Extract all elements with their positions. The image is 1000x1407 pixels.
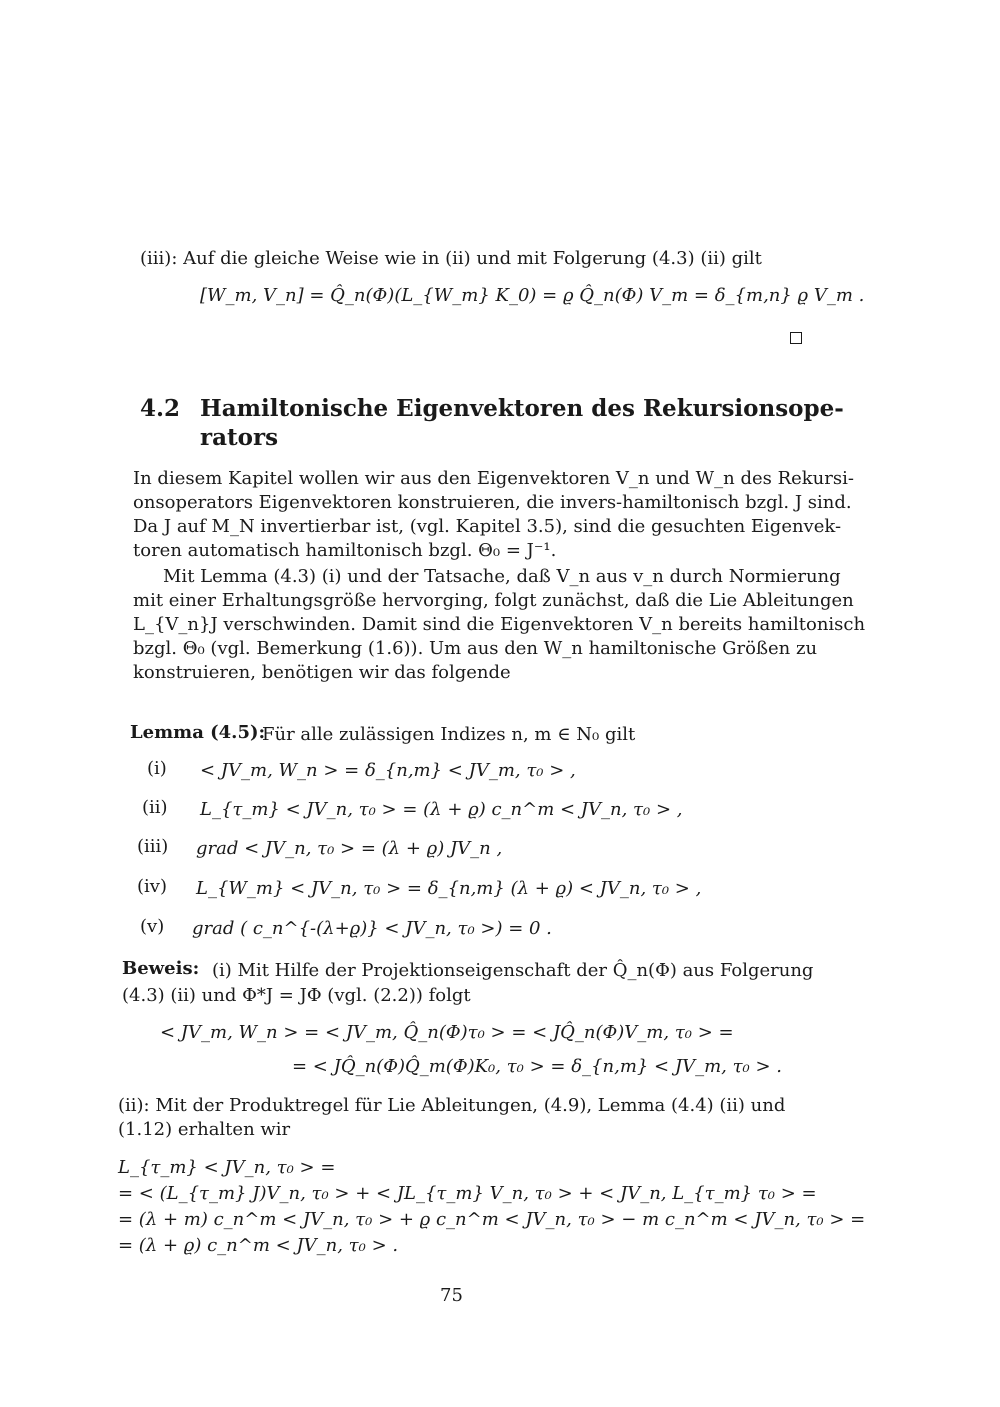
proof-equation-line2: = < JQ̂_n(Φ)Q̂_m(Φ)K₀, τ₀ > = δ_{n,m} < JV_m, τ₀ > . xyxy=(292,1056,783,1077)
lemma-item-num: (iv) xyxy=(137,876,167,897)
proof-line1: (i) Mit Hilfe der Projektionseigenschaft der Q̂_n(Φ) aus Folgerung xyxy=(212,960,814,981)
section-number: 4.2 xyxy=(140,395,181,422)
lemma-item-text: grad < JV_n, τ₀ > = (λ + ϱ) JV_n , xyxy=(196,838,503,859)
lemma-label: Lemma (4.5): xyxy=(130,722,266,743)
part-ii-line2: (1.12) erhalten wir xyxy=(118,1119,291,1140)
paragraph2-line4: bzgl. Θ₀ (vgl. Bemerkung (1.6)). Um aus den W_n hamiltonische Größen zu xyxy=(133,638,818,659)
iii-equation: [W_m, V_n] = Q̂_n(Φ)(L_{W_m} K_0) = ϱ Q̂_n(Φ) V_m = δ_{m,n} ϱ V_m . xyxy=(200,285,865,306)
lemma-item-num: (ii) xyxy=(142,797,168,818)
paragraph1-line3: Da J auf M_N invertierbar ist, (vgl. Kapitel 3.5), sind die gesuchten Eigenvek- xyxy=(133,516,842,537)
lemma-item-text: grad ( c_n^{-(λ+ϱ)} < JV_n, τ₀ >) = 0 . xyxy=(192,918,552,939)
proof-equation-line1: < JV_m, W_n > = < JV_m, Q̂_n(Φ)τ₀ > = < JQ̂_n(Φ)V_m, τ₀ > = xyxy=(160,1022,734,1043)
paragraph1-line4: toren automatisch hamiltonisch bzgl. Θ₀ = J⁻¹. xyxy=(133,540,557,561)
lemma-item-text: L_{W_m} < JV_n, τ₀ > = δ_{n,m} (λ + ϱ) < JV_n, τ₀ > , xyxy=(196,878,702,899)
paragraph2-line5: konstruieren, benötigen wir das folgende xyxy=(133,662,511,683)
lemma-item-text: < JV_m, W_n > = δ_{n,m} < JV_m, τ₀ > , xyxy=(200,760,576,781)
proof-line2: (4.3) (ii) und Φ*J = JΦ (vgl. (2.2)) folgt xyxy=(122,985,471,1006)
iii-intro-line: (iii): Auf die gleiche Weise wie in (ii) und mit Folgerung (4.3) (ii) gilt xyxy=(140,248,762,269)
paragraph2-line2: mit einer Erhaltungsgröße hervorging, folgt zunächst, daß die Lie Ableitungen xyxy=(133,590,854,611)
section-title-line2: rators xyxy=(200,424,279,451)
lemma-intro: Für alle zulässigen Indizes n, m ∈ N₀ gilt xyxy=(262,724,636,745)
derivation-line: = < (L_{τ_m} J)V_n, τ₀ > + < JL_{τ_m} V_n, τ₀ > + < JV_n, L_{τ_m} τ₀ > = xyxy=(118,1183,817,1204)
derivation-line: L_{τ_m} < JV_n, τ₀ > = xyxy=(118,1157,336,1178)
lemma-item-text: L_{τ_m} < JV_n, τ₀ > = (λ + ϱ) c_n^m < JV_n, τ₀ > , xyxy=(200,799,683,820)
section-title-line1: Hamiltonische Eigenvektoren des Rekursionsope- xyxy=(200,395,844,422)
paragraph2-line3: L_{V_n}J verschwinden. Damit sind die Eigenvektoren V_n bereits hamiltonisch xyxy=(133,614,866,635)
part-ii-line1: (ii): Mit der Produktregel für Lie Ableitungen, (4.9), Lemma (4.4) (ii) und xyxy=(118,1095,786,1116)
proof-label: Beweis: xyxy=(122,958,200,979)
qed-symbol xyxy=(790,332,802,344)
lemma-item-num: (i) xyxy=(147,758,167,779)
paragraph1-line2: onsoperators Eigenvektoren konstruieren, die invers-hamiltonisch bzgl. J sind. xyxy=(133,492,852,513)
derivation-line: = (λ + ϱ) c_n^m < JV_n, τ₀ > . xyxy=(118,1235,399,1256)
paragraph1-line1: In diesem Kapitel wollen wir aus den Eigenvektoren V_n und W_n des Rekursi- xyxy=(133,468,854,489)
lemma-item-num: (iii) xyxy=(137,836,169,857)
page-number: 75 xyxy=(440,1285,463,1306)
paragraph2-line1: Mit Lemma (4.3) (i) und der Tatsache, daß V_n aus v_n durch Normierung xyxy=(163,566,841,587)
derivation-line: = (λ + m) c_n^m < JV_n, τ₀ > + ϱ c_n^m < JV_n, τ₀ > − m c_n^m < JV_n, τ₀ > = xyxy=(118,1209,866,1230)
lemma-item-num: (v) xyxy=(140,916,165,937)
